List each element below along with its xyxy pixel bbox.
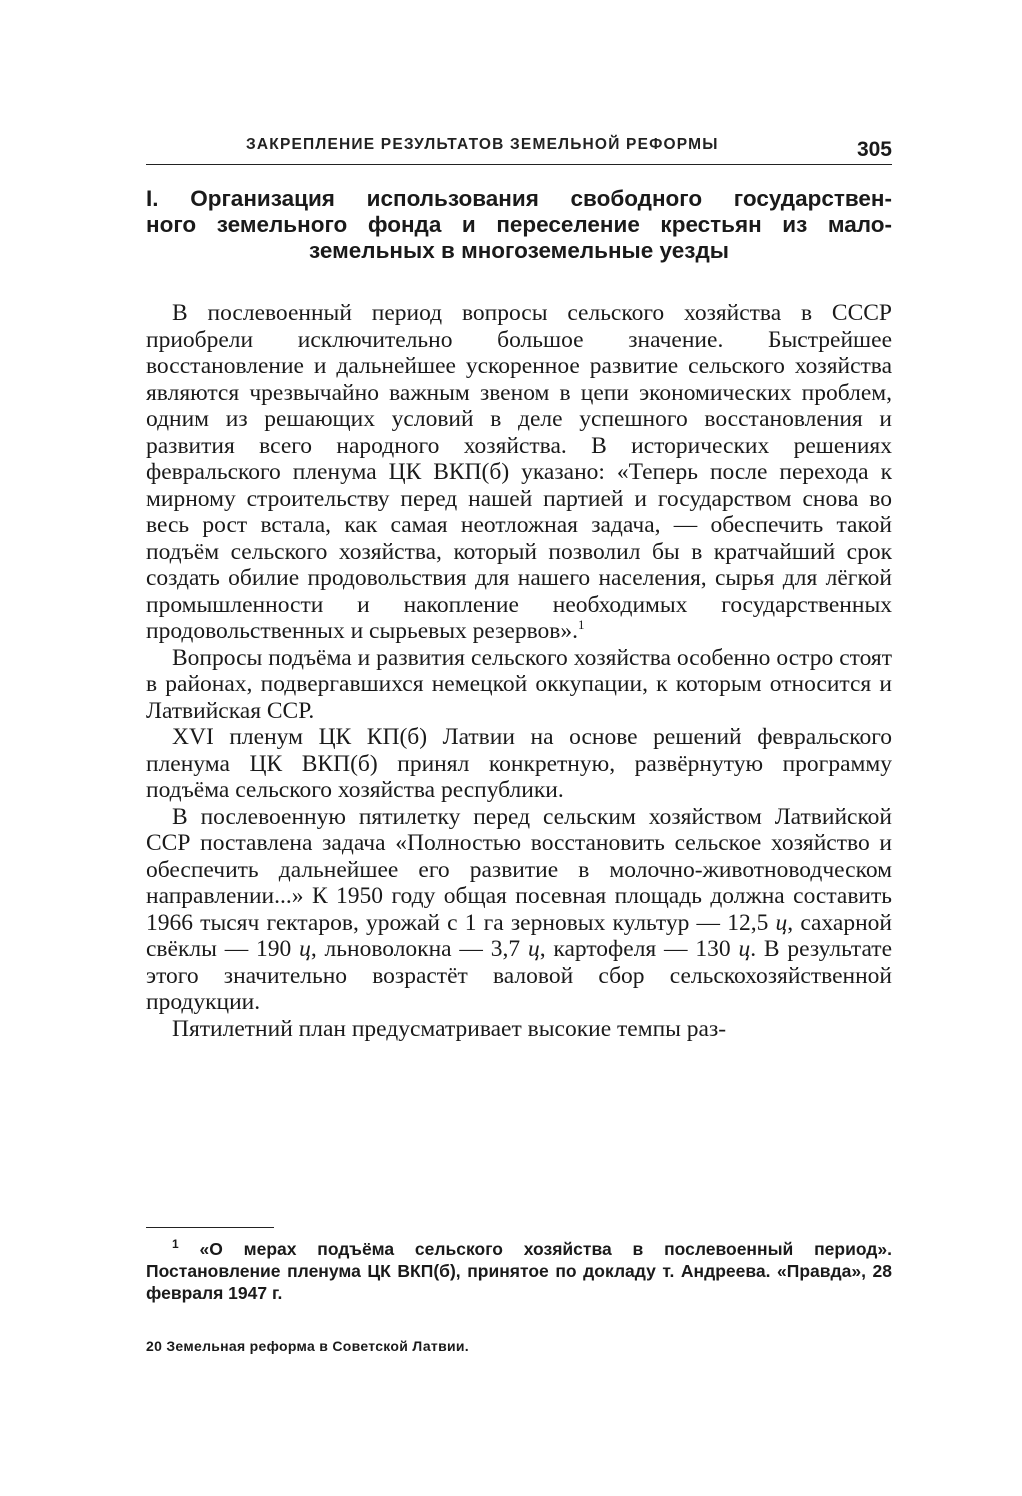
footnote-reference: 1 <box>578 617 585 633</box>
unit-centner: ц <box>775 909 788 936</box>
printers-signature: 20 Земельная реформа в Советской Латвии. <box>146 1338 469 1354</box>
footnote-divider <box>146 1227 274 1228</box>
running-title: ЗАКРЕПЛЕНИЕ РЕЗУЛЬТАТОВ ЗЕМЕЛЬНОЙ РЕФОРМЫ <box>246 136 719 153</box>
paragraph: Вопросы подъёма и развития сельского хозяйства особенно остро стоят в районах, подвергавшихся немецкой оккупации, к которым относится и Латвийская ССР. <box>146 644 892 724</box>
section-heading-line: земельных в многоземельные уезды <box>309 238 729 263</box>
unit-centner: ц <box>738 936 751 962</box>
unit-centner: ц <box>527 936 540 962</box>
paragraph <box>146 300 892 645</box>
paragraph-text: , сахарной свёклы — 190 <box>146 909 892 962</box>
unit-centner: ц <box>299 936 311 962</box>
section-heading <box>146 186 892 264</box>
body-text <box>146 300 892 1042</box>
paragraph-text: В послевоенную пятилетку перед сельским хозяйством Латвийской ССР поставлена задача «Полностью восстановить сельское хозяйство и обеспечить дальнейшее его развитие в молочно-животноводческом направлении...» К 1950 году общая посевная площадь должна составить 1966 тысяч гектаров, урожай с 1 га зерновых культур — 12,5 <box>146 803 892 936</box>
footnote-mark: 1 <box>172 1237 179 1252</box>
page-number: 305 <box>856 138 892 161</box>
footnote-text: «О мерах подъёма сельского хозяйства в послевоенный период». Постановление пленума ЦК ВКП(б), принятое по докладу т. Андреева. «Правда», 28 февраля 1947 г. <box>146 1239 892 1303</box>
paragraph-text: , картофеля — 130 <box>539 936 739 962</box>
footnote <box>146 1238 892 1304</box>
section-heading-line: ного земельного фонда и переселение крестьян из мало- <box>146 212 892 237</box>
running-head <box>146 130 892 165</box>
paragraph: XVI пленум ЦК КП(б) Латвии на основе решений февральского пленума ЦК ВКП(б) принял конкретную, развёрнутую программу подъёма сельского хозяйства республики. <box>146 724 892 803</box>
paragraph: Пятилетний план предусматривает высокие темпы раз- <box>172 1015 727 1042</box>
paragraph-text: , льноволокна — 3,7 <box>310 936 528 962</box>
paragraph-text: В послевоенный период вопросы сельского хозяйства в СССР приобрели исключительно большое значение. Быстрейшее восстановление и дальнейшее ускоренное развитие сельского хозяйства являются чрезвычайно важным звеном в цепи экономических проблем, одним из решающих условий в деле успешного восстановления и развития всего народного хозяйства. В исторических решениях февральского пленума ЦК ВКП(б) указано: «Теперь после перехода к мирному строительству перед нашей партией и государством снова во весь рост встала, как самая неотложная задача, — обеспечить такой подъём сельского хозяйства, который позволил бы в кратчайший срок создать обилие продовольствия для нашего населения, сырья для лёгкой промышленности и накопление необходимых государственных продовольственных и сырьевых резервов». <box>146 300 892 644</box>
paragraph-text: . В результате этого значительно возрастёт валовой сбор сельскохозяйственной продукции. <box>146 936 892 1015</box>
section-heading-line: I. Организация использования свободного государствен- <box>146 186 892 211</box>
paragraph <box>146 804 892 1016</box>
